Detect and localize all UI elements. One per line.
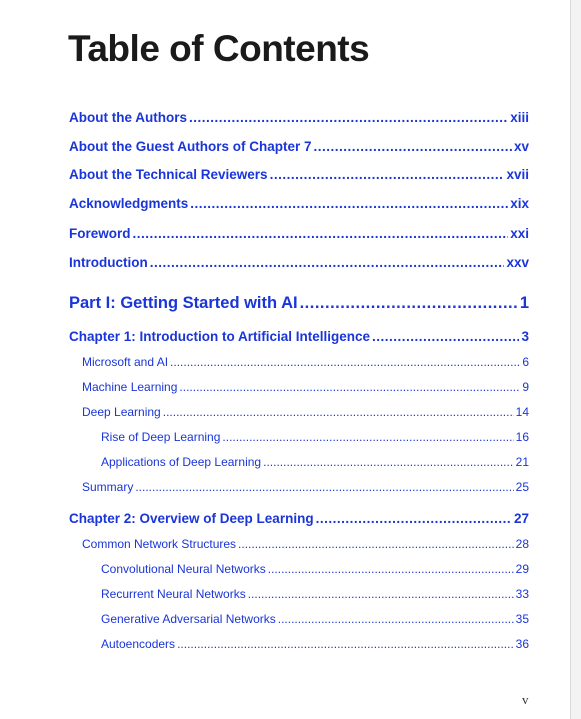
leader-dots xyxy=(314,138,512,156)
leader-dots xyxy=(179,379,520,395)
toc-entry-microsoft-and-ai[interactable] xyxy=(82,354,529,370)
toc-entry-label: Deep Learning xyxy=(82,405,161,419)
leader-dots xyxy=(268,561,514,577)
toc-entry-summary[interactable] xyxy=(82,479,529,495)
toc-entry-label: Introduction xyxy=(69,255,148,270)
toc-entry-label: Chapter 1: Introduction to Artificial Intelligence xyxy=(69,329,371,344)
leader-dots xyxy=(177,636,514,652)
toc-entry-page: 25 xyxy=(515,480,529,494)
toc-entry-label: Applications of Deep Learning xyxy=(101,455,262,469)
toc-entry-label: About the Authors xyxy=(69,110,187,125)
toc-entry-about-authors[interactable] xyxy=(69,109,529,127)
toc-entry-page: 33 xyxy=(515,587,529,601)
toc-entry-label: Convolutional Neural Networks xyxy=(101,562,266,576)
toc-entry-rise-of-deep-learning[interactable] xyxy=(101,429,529,445)
leader-dots xyxy=(170,354,520,370)
toc-entry-deep-learning[interactable] xyxy=(82,404,529,420)
leader-dots xyxy=(222,429,513,445)
toc-entry-autoencoders[interactable] xyxy=(101,636,529,652)
leader-dots xyxy=(316,510,512,528)
toc-entry-page: 35 xyxy=(515,612,529,626)
toc-entry-label: Chapter 2: Overview of Deep Learning xyxy=(69,511,314,526)
leader-dots xyxy=(300,292,518,314)
leader-dots xyxy=(135,479,513,495)
toc-entry-label: Generative Adversarial Networks xyxy=(101,612,276,626)
toc-entry-page: 36 xyxy=(515,637,529,651)
leader-dots xyxy=(278,611,514,627)
toc-entry-acknowledgments[interactable] xyxy=(69,195,529,213)
toc-entry-page: 28 xyxy=(515,537,529,551)
toc-entry-applications-of-deep-learning[interactable] xyxy=(101,454,529,470)
toc-entry-part-1[interactable] xyxy=(69,292,529,314)
toc-entry-chapter-2[interactable] xyxy=(69,510,529,528)
toc-entry-convolutional-neural-networks[interactable] xyxy=(101,561,529,577)
leader-dots xyxy=(248,586,514,602)
toc-entry-page: 27 xyxy=(513,511,529,526)
toc-entry-machine-learning[interactable] xyxy=(82,379,529,395)
leader-dots xyxy=(133,225,509,243)
page-number: v xyxy=(522,692,529,707)
toc-entry-label: Recurrent Neural Networks xyxy=(101,587,246,601)
toc-entry-generative-adversarial-networks[interactable] xyxy=(101,611,529,627)
toc-entry-page: xix xyxy=(510,196,529,211)
toc-entry-page: 14 xyxy=(515,405,529,419)
toc-entry-page: xxv xyxy=(506,255,529,270)
toc-entry-label: Acknowledgments xyxy=(69,196,189,211)
toc-entry-label: Foreword xyxy=(69,226,131,241)
toc-entry-label: Part I: Getting Started with AI xyxy=(69,294,298,312)
leader-dots xyxy=(163,404,514,420)
toc-entry-page: 6 xyxy=(522,355,529,369)
toc-entry-page: 21 xyxy=(515,455,529,469)
toc-entry-page: 1 xyxy=(519,294,529,312)
toc-entry-page: 9 xyxy=(522,380,529,394)
toc-entry-page: 16 xyxy=(515,430,529,444)
leader-dots xyxy=(263,454,514,470)
toc-entry-technical-reviewers[interactable] xyxy=(69,166,529,184)
toc-entry-page: 29 xyxy=(515,562,529,576)
leader-dots xyxy=(150,254,505,272)
toc-entry-page: xv xyxy=(513,139,529,154)
toc-entry-page: 3 xyxy=(521,329,529,344)
toc-entry-label: Machine Learning xyxy=(82,380,178,394)
toc-entry-page: xvii xyxy=(506,167,529,182)
toc-entry-label: Autoencoders xyxy=(101,637,176,651)
toc-entry-label: Microsoft and AI xyxy=(82,355,169,369)
toc-entry-label: About the Guest Authors of Chapter 7 xyxy=(69,139,312,154)
leader-dots xyxy=(190,195,508,213)
toc-entry-label: About the Technical Reviewers xyxy=(69,167,268,182)
toc-entry-recurrent-neural-networks[interactable] xyxy=(101,586,529,602)
toc-entry-label: Rise of Deep Learning xyxy=(101,430,221,444)
toc-entry-common-network-structures[interactable] xyxy=(82,536,529,552)
leader-dots xyxy=(238,536,514,552)
toc-entry-foreword[interactable] xyxy=(69,225,529,243)
toc-entry-chapter-1[interactable] xyxy=(69,328,529,346)
page-title: Table of Contents xyxy=(68,28,370,69)
page-edge xyxy=(570,0,581,719)
toc-entry-introduction[interactable] xyxy=(69,254,529,272)
leader-dots xyxy=(372,328,519,346)
leader-dots xyxy=(270,166,505,184)
toc-entry-label: Summary xyxy=(82,480,134,494)
toc-entry-page: xiii xyxy=(510,110,529,125)
toc-entry-guest-authors[interactable] xyxy=(69,138,529,156)
toc-entry-page: xxi xyxy=(510,226,529,241)
toc-entry-label: Common Network Structures xyxy=(82,537,237,551)
leader-dots xyxy=(189,109,508,127)
